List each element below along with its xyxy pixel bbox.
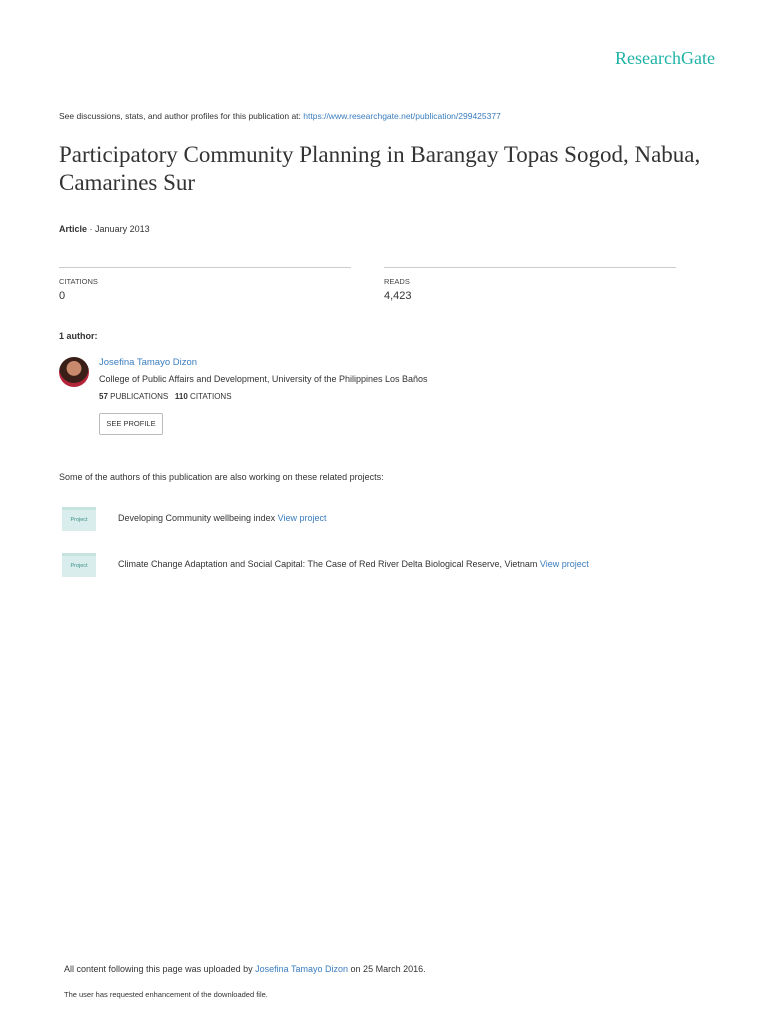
related-projects-heading: Some of the authors of this publication are also working on these related projects:	[59, 472, 384, 482]
researchgate-logo[interactable]: ResearchGate	[615, 48, 715, 68]
publication-type: Article	[59, 224, 88, 234]
citations-divider	[59, 267, 351, 268]
view-project-link[interactable]: View project	[539, 559, 589, 569]
upload-prefix: All content following this page was uploaded by	[64, 964, 253, 974]
author-name-link[interactable]: Josefina Tamayo Dizon	[99, 357, 198, 368]
uploader-link[interactable]: Josefina Tamayo Dizon	[255, 964, 349, 974]
upload-notice	[64, 964, 426, 974]
view-project-link[interactable]: View project	[277, 513, 327, 523]
reads-value: 4,423	[384, 290, 412, 302]
reads-label: READS	[384, 277, 410, 286]
project-icon[interactable]: Project	[62, 553, 96, 577]
reads-divider	[384, 267, 676, 268]
publication-url-link[interactable]: https://www.researchgate.net/publication/299425377	[303, 111, 501, 121]
publication-title: Participatory Community Planning in Barangay Topas Sogod, Nabua, Camarines Sur	[59, 142, 701, 195]
publications-label: PUBLICATIONS	[110, 392, 169, 401]
discussion-text: See discussions, stats, and author profiles for this publication at:	[59, 111, 301, 121]
enhancement-notice: The user has requested enhancement of the downloaded file.	[64, 990, 268, 999]
see-profile-button[interactable]: SEE PROFILE	[99, 413, 163, 435]
upload-suffix: on 25 March 2016.	[350, 964, 426, 974]
project-name: Developing Community wellbeing index	[118, 513, 276, 523]
citations-value: 0	[59, 290, 66, 302]
publication-date: January 2013	[95, 224, 150, 234]
authors-count: 1 author:	[59, 331, 98, 341]
author-affiliation: College of Public Affairs and Development, University of the Philippines Los Baños	[99, 374, 428, 384]
publication-meta	[59, 224, 150, 234]
project-item	[118, 513, 326, 523]
author-counts	[99, 392, 232, 401]
project-item	[118, 559, 589, 569]
project-icon[interactable]: Project	[62, 507, 96, 531]
publications-count: 57	[99, 392, 108, 401]
author-avatar[interactable]	[59, 357, 89, 387]
author-citations-count: 110	[174, 392, 188, 401]
discussion-line	[59, 111, 501, 121]
author-citations-label: CITATIONS	[190, 392, 232, 401]
citations-label: CITATIONS	[59, 277, 98, 286]
project-name: Climate Change Adaptation and Social Capital: The Case of Red River Delta Biological Reserve, Vietnam	[118, 559, 538, 569]
meta-separator: ·	[89, 224, 93, 234]
